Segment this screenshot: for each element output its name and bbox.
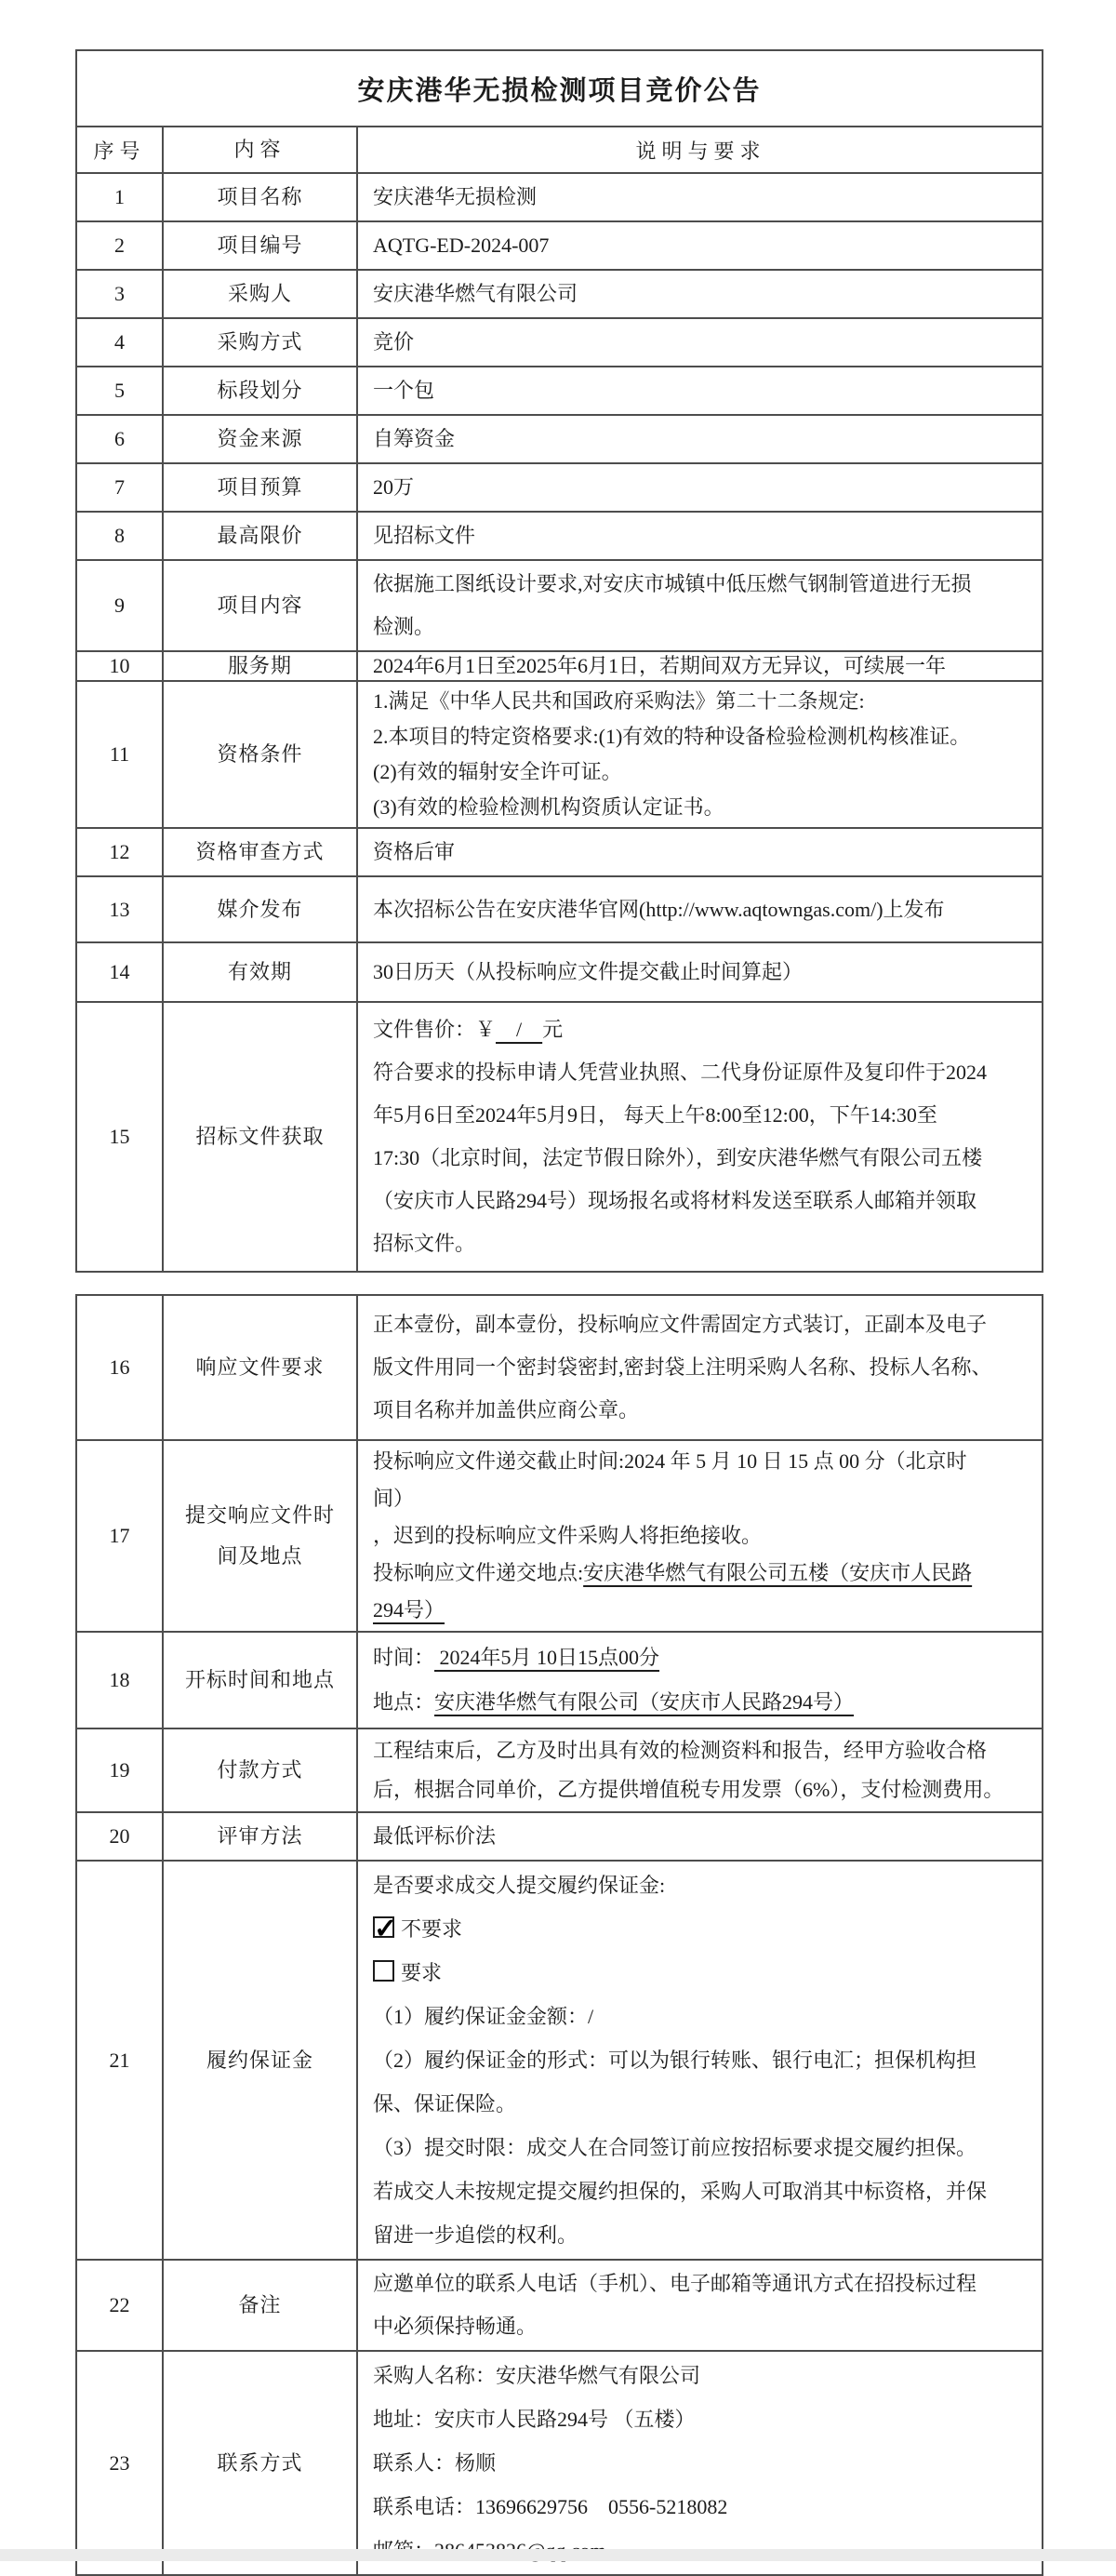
content-cell xyxy=(358,1296,1042,1439)
label-cell xyxy=(164,652,358,680)
content-cell xyxy=(358,1729,1042,1811)
text-segment: 一个包 xyxy=(373,379,435,402)
text-segment: 最低评标价法 xyxy=(373,1824,497,1848)
content-line xyxy=(373,1863,665,1907)
content-cell xyxy=(358,877,1042,941)
label-line: 资金来源 xyxy=(217,427,303,450)
text-segment: 正本壹份，副本壹份，投标响应文件需固定方式装订，正副本及电子 xyxy=(373,1313,988,1336)
label-line: 标段划分 xyxy=(217,379,303,402)
text-segment: 自筹资金 xyxy=(373,427,456,450)
table-row-1 xyxy=(77,172,1042,220)
serial-cell: 7 xyxy=(77,464,164,511)
label-line: 开标时间和地点 xyxy=(184,1668,335,1691)
serial-cell: 1 xyxy=(77,174,164,220)
text-segment: 20万 xyxy=(373,475,415,499)
text-segment: 不要求 xyxy=(401,1917,463,1941)
content-cell xyxy=(358,943,1042,1001)
content-line xyxy=(373,1180,976,1222)
table-row-18 xyxy=(77,1631,1042,1728)
label-line: 评审方法 xyxy=(217,1824,303,1848)
label-cell xyxy=(164,319,358,366)
label-line: 履约保证金 xyxy=(206,2048,313,2072)
text-segment: 后，根据合同单价，乙方提供增值税专用发票（6%），支付检测费用。 xyxy=(373,1778,1004,1801)
content-line xyxy=(373,466,414,509)
label-cell xyxy=(164,1003,358,1271)
content-line xyxy=(373,654,946,678)
text-segment: 资格后审 xyxy=(373,840,456,863)
label-line: 项目编号 xyxy=(217,234,303,257)
serial-cell: 23 xyxy=(77,2352,164,2574)
label-cell xyxy=(164,1441,358,1631)
label-line: 项目名称 xyxy=(217,185,303,208)
content-cell xyxy=(358,1441,1042,1631)
text-segment: 联系人：杨顺 xyxy=(373,2451,497,2475)
content-line xyxy=(373,1346,992,1389)
content-cell xyxy=(358,2352,1042,2574)
serial-cell: 15 xyxy=(77,1003,164,1271)
underlined-text: 安庆港华燃气有限公司（安庆市人民路294号） xyxy=(434,1690,855,1714)
serial-cell: 3 xyxy=(77,271,164,317)
content-line xyxy=(373,951,803,994)
content-line xyxy=(373,1907,462,1951)
label-cell xyxy=(164,367,358,414)
content-cell xyxy=(358,271,1042,317)
label-cell xyxy=(164,1296,358,1439)
label-line: 项目内容 xyxy=(217,594,303,617)
text-segment: ，迟到的投标响应文件采购人将拒绝接收。 xyxy=(373,1524,763,1547)
content-line xyxy=(373,684,865,719)
content-cell xyxy=(358,561,1042,650)
label-cell xyxy=(164,682,358,827)
content-cell xyxy=(358,1003,1042,1271)
content-line xyxy=(373,1555,972,1592)
content-line xyxy=(373,2126,976,2169)
table-row-5 xyxy=(77,366,1042,414)
table-row-4 xyxy=(77,317,1042,366)
content-cell xyxy=(358,2261,1042,2350)
label-cell xyxy=(164,1729,358,1811)
table-row-11 xyxy=(77,680,1042,827)
serial-cell: 17 xyxy=(77,1441,164,1631)
table-row-17 xyxy=(77,1439,1042,1631)
label-cell xyxy=(164,877,358,941)
serial-cell: 22 xyxy=(77,2261,164,2350)
serial-cell: 13 xyxy=(77,877,164,941)
label-line: 采购方式 xyxy=(217,330,303,354)
text-segment: 本次招标公告在安庆港华官网(http://www.aqtowngas.com/)上发布 xyxy=(373,897,945,921)
text-segment: 工程结束后，乙方及时出具有效的检测资料和报告，经甲方验收合格 xyxy=(373,1739,988,1762)
content-line xyxy=(373,2441,496,2485)
label-line: 响应文件要求 xyxy=(195,1355,325,1379)
text-segment: 符合要求的投标申请人凭营业执照、二代身份证原件及复印件于2024 xyxy=(373,1061,988,1084)
content-line xyxy=(373,2038,976,2082)
label-line: 资格条件 xyxy=(217,742,303,766)
content-cell xyxy=(358,513,1042,559)
content-line xyxy=(373,719,970,754)
content-line xyxy=(373,2354,700,2397)
label-line: 项目预算 xyxy=(217,475,303,499)
content-line xyxy=(373,1815,496,1858)
content-cell xyxy=(358,829,1042,875)
table-row-6 xyxy=(77,414,1042,462)
content-line xyxy=(373,2305,537,2348)
text-segment: 若成交人未按规定提交履约担保的，采购人可取消其中标资格，并保 xyxy=(373,2180,988,2203)
column-header-2: 内容 xyxy=(164,127,358,172)
serial-cell: 11 xyxy=(77,682,164,827)
text-segment: 地址：安庆市人民路294号 （五楼） xyxy=(373,2408,696,2431)
table-row-23 xyxy=(77,2350,1042,2574)
table-row-20 xyxy=(77,1811,1042,1860)
table-row-15 xyxy=(77,1001,1042,1271)
content-line xyxy=(373,514,475,557)
text-segment: 应邀单位的联系人电话（手机）、电子邮箱等通讯方式在招投标过程 xyxy=(373,2272,977,2295)
serial-cell: 4 xyxy=(77,319,164,366)
content-line xyxy=(373,321,414,364)
table-section-1 xyxy=(75,49,1043,1273)
content-line xyxy=(373,1680,854,1725)
label-cell xyxy=(164,1633,358,1728)
table-row-8 xyxy=(77,511,1042,559)
text-segment: 30日历天（从投标响应文件提交截止时间算起） xyxy=(373,960,804,983)
text-segment: 联系电话：13696629756 0556-5218082 xyxy=(373,2495,728,2518)
table-row-22 xyxy=(77,2259,1042,2350)
label-line: 最高限价 xyxy=(217,524,303,547)
text-segment: 招标文件。 xyxy=(373,1232,476,1255)
content-cell xyxy=(358,1813,1042,1860)
text-segment: （1）履约保证金金额：/ xyxy=(373,2005,594,2028)
serial-cell: 19 xyxy=(77,1729,164,1811)
content-cell xyxy=(358,1862,1042,2259)
serial-cell: 21 xyxy=(77,1862,164,2259)
label-line: 资格审查方式 xyxy=(195,840,325,863)
serial-cell: 18 xyxy=(77,1633,164,1728)
label-cell xyxy=(164,2261,358,2350)
content-line xyxy=(373,1094,937,1137)
content-line xyxy=(373,1222,475,1265)
content-line xyxy=(373,1008,563,1051)
content-line xyxy=(373,2213,578,2257)
table-section-2 xyxy=(75,1294,1043,2576)
content-line xyxy=(373,1137,982,1180)
table-row-14 xyxy=(77,941,1042,1001)
table-row-13 xyxy=(77,875,1042,941)
table-row-21 xyxy=(77,1860,1042,2259)
content-cell xyxy=(358,464,1042,511)
label-line: 有效期 xyxy=(227,960,292,983)
label-cell xyxy=(164,271,358,317)
text-segment: （2）履约保证金的形式：可以为银行转账、银行电汇；担保机构担 xyxy=(373,2049,977,2072)
text-segment: 文件售价：￥ xyxy=(373,1018,497,1041)
underlined-text: 2024年5月 10日15点00分 xyxy=(434,1646,660,1669)
serial-cell: 9 xyxy=(77,561,164,650)
serial-cell: 8 xyxy=(77,513,164,559)
text-segment: 是否要求成交人提交履约保证金: xyxy=(373,1874,666,1897)
content-line xyxy=(373,369,434,412)
content-line xyxy=(373,1995,593,2038)
text-segment: 间） xyxy=(373,1487,415,1510)
content-cell xyxy=(358,1633,1042,1728)
top-margin xyxy=(0,0,1116,49)
text-segment: 17:30（北京时间，法定节假日除外），到安庆港华燃气有限公司五楼 xyxy=(373,1146,983,1169)
bid-announcement-tables xyxy=(0,49,1116,2576)
content-line xyxy=(373,754,622,790)
content-cell xyxy=(358,222,1042,269)
content-line xyxy=(373,2397,696,2441)
content-line xyxy=(373,2169,987,2213)
content-cell xyxy=(358,174,1042,220)
content-line xyxy=(373,888,945,931)
content-line xyxy=(373,176,537,219)
table-row-2 xyxy=(77,220,1042,269)
content-line xyxy=(373,1303,987,1346)
checkbox-checked-icon xyxy=(373,1916,394,1938)
content-line xyxy=(373,1443,967,1480)
text-segment: (2)有效的辐射安全许可证。 xyxy=(373,760,622,783)
label-cell xyxy=(164,561,358,650)
text-segment: 安庆港华燃气有限公司 xyxy=(373,282,578,305)
text-segment: 见招标文件 xyxy=(373,524,476,547)
label-cell xyxy=(164,464,358,511)
checkbox-empty-icon xyxy=(373,1960,394,1982)
text-segment: 地点： xyxy=(373,1690,435,1714)
label-line: 联系方式 xyxy=(217,2450,303,2475)
content-line xyxy=(373,1480,414,1517)
content-cell xyxy=(358,319,1042,366)
table-row-16 xyxy=(77,1296,1042,1439)
serial-cell: 5 xyxy=(77,367,164,414)
table-row-12 xyxy=(77,827,1042,875)
text-segment: （安庆市人民路294号）现场报名或将材料发送至联系人邮箱并领取 xyxy=(373,1189,977,1212)
text-segment: (3)有效的检验检测机构资质认定证书。 xyxy=(373,795,724,819)
content-line xyxy=(373,2485,727,2529)
table-row-9 xyxy=(77,559,1042,650)
content-line xyxy=(373,418,455,460)
document-title: 安庆港华无损检测项目竞价公告 xyxy=(357,75,762,106)
serial-cell: 6 xyxy=(77,416,164,462)
serial-cell: 2 xyxy=(77,222,164,269)
text-segment: 采购人名称：安庆港华燃气有限公司 xyxy=(373,2364,701,2387)
label-cell xyxy=(164,416,358,462)
column-header-3: 说明与要求 xyxy=(635,139,766,163)
text-segment: 保、保证保险。 xyxy=(373,2092,517,2116)
table-row-7 xyxy=(77,462,1042,511)
content-line xyxy=(373,1051,987,1094)
content-line xyxy=(373,831,455,874)
content-line xyxy=(373,790,724,825)
text-segment: 元 xyxy=(542,1018,564,1041)
table-row-3 xyxy=(77,269,1042,317)
label-cell xyxy=(164,174,358,220)
text-segment: 依据施工图纸设计要求,对安庆市城镇中低压燃气钢制管道进行无损 xyxy=(373,572,972,595)
content-line xyxy=(373,1951,442,1995)
label-line: 招标文件获取 xyxy=(195,1125,325,1148)
content-line xyxy=(373,1389,639,1432)
content-line xyxy=(373,1517,762,1555)
underlined-text: / xyxy=(496,1018,543,1041)
page-bottom-band xyxy=(0,2549,1116,2561)
label-cell xyxy=(164,943,358,1001)
header-row xyxy=(77,126,1042,172)
label-line: 媒介发布 xyxy=(217,897,303,921)
label-line: 服务期 xyxy=(227,654,292,677)
text-segment: 安庆港华无损检测 xyxy=(373,185,538,208)
content-line xyxy=(373,1635,659,1680)
underlined-text: 294号） xyxy=(373,1598,445,1622)
serial-cell: 10 xyxy=(77,652,164,680)
content-cell xyxy=(358,682,1042,827)
serial-cell: 16 xyxy=(77,1296,164,1439)
text-segment: AQTG-ED-2024-007 xyxy=(373,234,550,257)
text-segment: 投标响应文件递交地点: xyxy=(373,1561,584,1584)
text-segment: 时间： xyxy=(373,1646,435,1669)
label-cell xyxy=(164,1862,358,2259)
label-cell xyxy=(164,2352,358,2574)
content-cell xyxy=(358,416,1042,462)
content-line xyxy=(373,2262,976,2305)
content-line xyxy=(373,224,549,267)
text-segment: 年5月6日至2024年5月9日， 每天上午8:00至12:00，下午14:30至 xyxy=(373,1103,937,1127)
content-line xyxy=(373,563,972,606)
label-cell xyxy=(164,829,358,875)
label-cell xyxy=(164,1813,358,1860)
serial-cell: 14 xyxy=(77,943,164,1001)
text-segment: 竞价 xyxy=(373,330,415,354)
content-line xyxy=(373,606,434,648)
text-segment: 1.满足《中华人民共和国政府采购法》第二十二条规定: xyxy=(373,689,865,713)
text-segment: 2024年6月1日至2025年6月1日，若期间双方无异议，可续展一年 xyxy=(373,654,947,677)
label-cell xyxy=(164,222,358,269)
serial-cell: 12 xyxy=(77,829,164,875)
text-segment: 检测。 xyxy=(373,615,435,638)
label-line: 提交响应文件时 xyxy=(184,1503,335,1527)
content-line xyxy=(373,1731,987,1770)
text-segment: 投标响应文件递交截止时间:2024 年 5 月 10 日 15 点 00 分（北京时 xyxy=(373,1449,967,1473)
label-line: 间及地点 xyxy=(217,1544,303,1568)
table-row-10 xyxy=(77,650,1042,680)
label-line: 采购人 xyxy=(227,282,292,305)
label-line: 付款方式 xyxy=(217,1758,303,1782)
content-cell xyxy=(358,652,1042,680)
text-segment: 中必须保持畅通。 xyxy=(373,2315,538,2338)
serial-cell: 20 xyxy=(77,1813,164,1860)
column-header-1: 序号 xyxy=(77,127,164,172)
underlined-text: 安庆港华燃气有限公司五楼（安庆市人民路 xyxy=(583,1561,973,1584)
content-line xyxy=(373,1592,445,1629)
text-segment: 2.本项目的特定资格要求:(1)有效的特种设备检验检测机构核准证。 xyxy=(373,725,971,748)
table-row-19 xyxy=(77,1728,1042,1811)
content-cell xyxy=(358,367,1042,414)
text-segment: 留进一步追偿的权利。 xyxy=(373,2223,578,2247)
label-cell xyxy=(164,513,358,559)
text-segment: 要求 xyxy=(401,1961,443,1984)
text-segment: （3）提交时限：成交人在合同签订前应按招标要求提交履约担保。 xyxy=(373,2136,977,2159)
content-line xyxy=(373,1770,1003,1809)
text-segment: 版文件用同一个密封袋密封,密封袋上注明采购人名称、投标人名称、 xyxy=(373,1355,992,1379)
label-line: 备注 xyxy=(238,2293,282,2316)
content-line xyxy=(373,2082,516,2126)
text-segment: 项目名称并加盖供应商公章。 xyxy=(373,1398,640,1421)
content-line xyxy=(373,273,578,315)
